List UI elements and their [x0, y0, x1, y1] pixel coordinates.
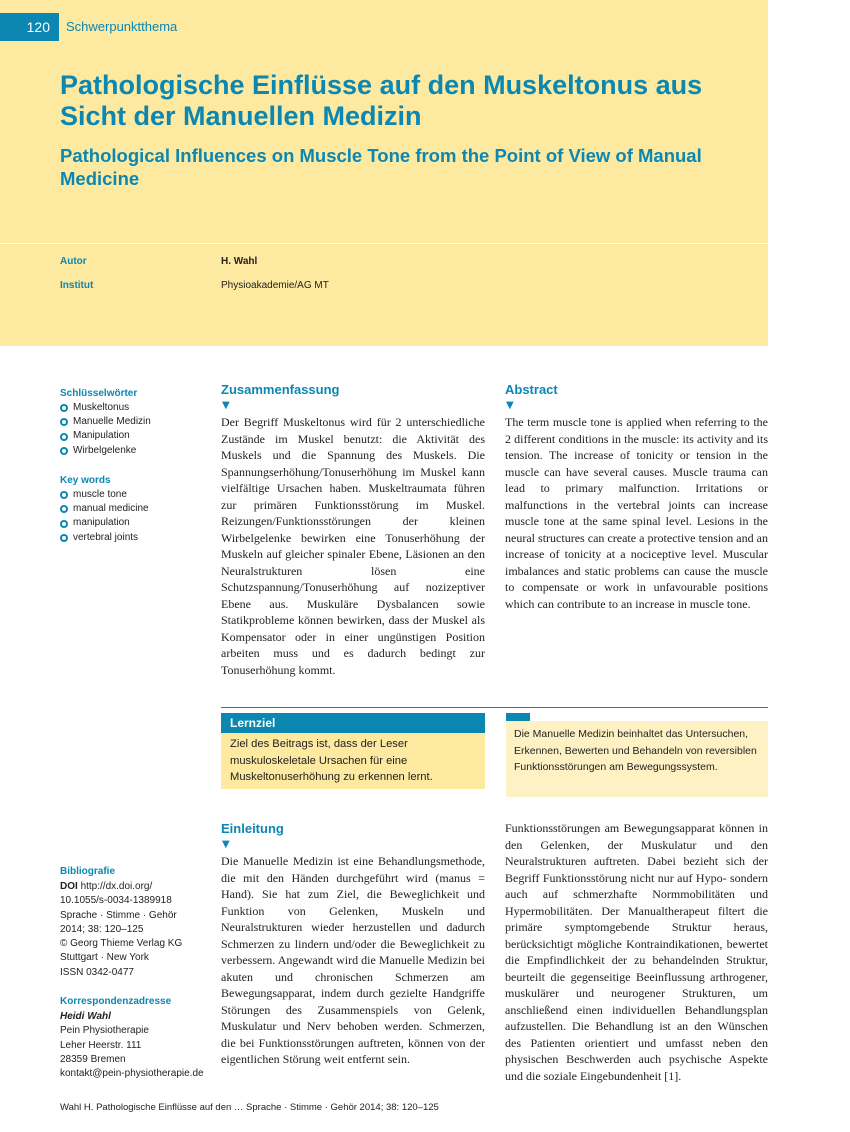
doi-value[interactable]: 10.1055/s-0034-1389918 [60, 895, 172, 907]
correspondence-name: Heidi Wahl [60, 1011, 111, 1022]
note-text: Die Manuelle Medizin beinhaltet das Untersuchen, Erkennen, Bewerten und Behandeln von reversiblen Funktionsstörungen am Bewegungssystem. [506, 721, 768, 797]
institute-label: Institut [60, 280, 94, 291]
correspondence-heading: Korrespondenzadresse [60, 996, 172, 1007]
list-item: Muskeltonus [60, 401, 151, 415]
down-triangle-icon: ▼ [222, 400, 230, 411]
list-item: muscle tone [60, 488, 149, 502]
correspondence-block [60, 1010, 204, 1081]
journal-year: 2014; 38: 120–125 [60, 923, 144, 935]
keywords-de-heading: Schlüsselwörter [60, 388, 138, 399]
address-line: Leher Heerstr. 111 [60, 1039, 142, 1051]
bullet-icon [60, 404, 68, 412]
einleitung-text-left: Die Manuelle Medizin ist eine Behandlungsmethode, die mit den Händen durchgeführt wird (manus = Hand). Sie hat zum Ziel, die Beweglichkeit und Funktion von Gelenken, Muskeln und Neuralstrukturen wieder herzustellen und dadurch Schmerzen zu lindern und/oder die Beweglichkeit zu verbessern. Angewandt wird die Manuelle Medizin bei akuten und chronischen Schmerzen am Bewegungsapparat, indem durch gezielte Handgriffe Störungen des Zusammenspiels von Gelenk, Muskulatur und Nerv behoben werden. Schmerzen, die bei Funktionsstörungen auftreten, können von der eigentlichen Störung weit entfernt sein. [221, 854, 485, 1066]
list-item: Wirbelgelenke [60, 444, 151, 458]
zusammenfassung-heading: Zusammenfassung [221, 382, 340, 397]
keywords-en-heading: Key words [60, 475, 111, 486]
page-number: 120 [0, 13, 59, 41]
keywords-de-list [60, 401, 151, 458]
abstract-text: The term muscle tone is applied when referring to the 2 different conditions in the muscle: its activity and its tension. The increase of tonicity or tension in the muscle can have several causes. Muscle trauma can lead to primary malfunction. Irritations or malfunctions in the vertebral joints can increase muscle tone at the same spinal level. Lesions in the neural structures can create a protective tension and an increase of tonicity at a nociceptive level. Muscular imbalances and static problems can cause the muscle to compensate or work in unfavourable positions which can contribute to an increase in muscle tone. [505, 415, 768, 611]
bullet-icon [60, 433, 68, 441]
doi-label: DOI [60, 881, 78, 892]
email-link[interactable]: kontakt@pein-physiotherapie.de [60, 1068, 204, 1080]
publisher-place: Stuttgart · New York [60, 952, 149, 964]
address-line: Pein Physiotherapie [60, 1025, 149, 1037]
article-title-german: Pathologische Einflüsse auf den Muskeltonus aus Sicht der Manuellen Medizin [60, 70, 703, 131]
abstract-heading: Abstract [505, 382, 558, 397]
header-divider [0, 243, 768, 244]
lernziel-heading: Lernziel [221, 713, 485, 733]
bullet-icon [60, 418, 68, 426]
bullet-icon [60, 520, 68, 528]
lernziel-rule [221, 707, 768, 708]
keywords-en-list [60, 488, 149, 545]
bibliography-heading: Bibliografie [60, 866, 116, 877]
list-item: manual medicine [60, 502, 149, 516]
author-name: H. Wahl [221, 256, 258, 267]
institute-name: Physioakademie/AG MT [221, 280, 329, 291]
address-line: 28359 Bremen [60, 1053, 126, 1065]
bullet-icon [60, 491, 68, 499]
down-triangle-icon: ▼ [506, 400, 514, 411]
list-item: manipulation [60, 516, 149, 530]
journal-name: Sprache · Stimme · Gehör [60, 909, 177, 921]
bullet-icon [60, 447, 68, 455]
list-item: Manuelle Medizin [60, 415, 151, 429]
einleitung-text-right: Funktionsstörungen am Bewegungsapparat können in den Gelenken, der Muskulatur und den Neuralstrukturen auftreten. Dabei bezieht sich der Begriff Funktionsstörung nicht nur auf Hypo- sondern auch auf schmerzhafte Normmobilitäten und Hypermobilitäten. Der Manualtherapeut filtert die primäre symptomgebende Struktur heraus, berücksichtigt mögliche Kontraindikationen, bewertet die Empfindlichkeit der zu behandelnden Struktur, beurteilt die gegenseitige Beeinflussung arthrogener, muskulärer und neurogener Strukturen, um anschließend einen individuellen Behandlungsplan aufzustellen. Die Behandlung ist an den Wünschen des Patienten orientiert und umfasst neben den physischen Beschwerden auch psychische Aspekte und die soziale Eingebundenheit [1]. [505, 821, 768, 1083]
section-label: Schwerpunktthema [66, 19, 178, 34]
article-title-english: Pathological Influences on Muscle Tone from the Point of View of Manual Medicine [60, 145, 702, 189]
author-label: Autor [60, 256, 87, 267]
page-footer: Wahl H. Pathologische Einflüsse auf den … Sprache · Stimme · Gehör 2014; 38: 120–125 [60, 1102, 439, 1113]
bullet-icon [60, 534, 68, 542]
list-item: Manipulation [60, 429, 151, 443]
bullet-icon [60, 505, 68, 513]
zusammenfassung-text: Der Begriff Muskeltonus wird für 2 unterschiedliche Zustände im Muskel benutzt: die Aktivität des Muskels und die Spannung des Muskels. Die Spannungserhöhung/Tonuserhöhung im Muskel kann vielfältige Ursachen haben. Muskeltraumata führen zur primären Funktionsstörung im Muskel. Reizungen/Funktionsstörungen der kleinen Wirbelgelenke bewirken eine Tonuserhöhung der Muskeln auf gleicher spinaler Ebene, Läsionen an den Neuralstrukturen lösen eine Schutzspannung/Tonuserhöhung auf nozizeptiver Ebene aus. Muskuläre Dysbalancen sowie Statikprobleme können bewirken, dass der Muskel als Kompensator oder in einer ungünstigen Position arbeiten muss und es dadurch bedingt zur Tonuserhöhung kommt. [221, 415, 485, 677]
lernziel-text: Ziel des Beitrags ist, dass der Leser muskuloskeletale Ursachen für eine Muskeltonuserhöhung zu erkennen lernt. [221, 733, 485, 789]
copyright: © Georg Thieme Verlag KG [60, 938, 183, 950]
note-marker [506, 713, 530, 721]
doi-link[interactable]: http://dx.doi.org/ [80, 881, 153, 892]
list-item: vertebral joints [60, 531, 149, 545]
down-triangle-icon: ▼ [222, 839, 230, 850]
einleitung-heading: Einleitung [221, 821, 284, 836]
bibliography-block [60, 880, 182, 980]
issn: ISSN 0342-0477 [60, 966, 134, 978]
